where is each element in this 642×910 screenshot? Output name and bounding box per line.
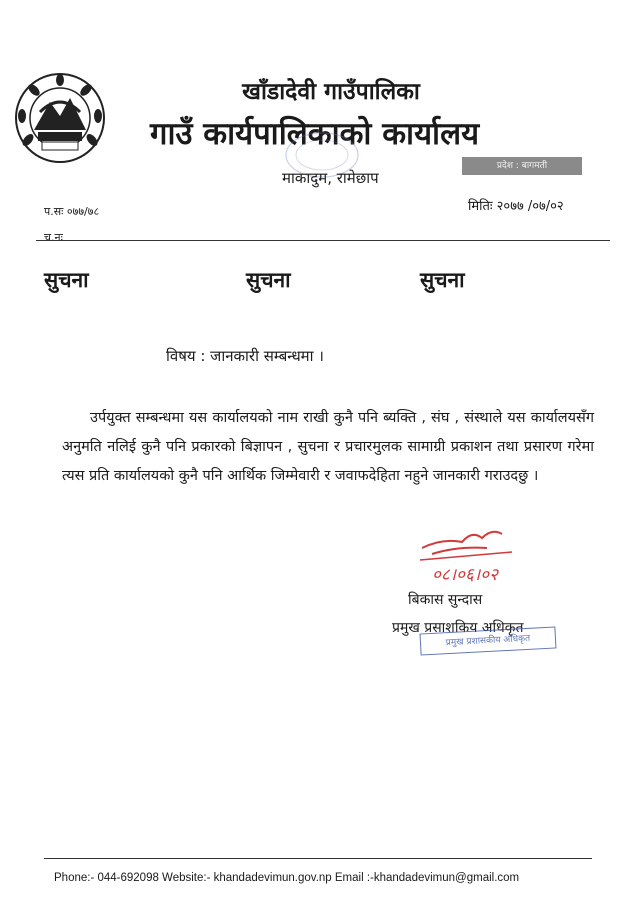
handwritten-signature [402, 520, 532, 588]
footer-contact: Phone:- 044-692098 Website:- khandadevimun.gov.np Email :-khandadevimun@gmail.com [54, 872, 520, 884]
signatory-name: बिकास सुन्दास [408, 592, 483, 608]
municipality-name: खाँडादेवी गाउँपालिका [242, 79, 420, 105]
letter-subject: विषय : जानकारी सम्बन्धमा । [166, 347, 324, 365]
office-name: गाउँ कार्यपालिकाको कार्यालय [150, 116, 480, 152]
letter-date: मितिः २०७७ /०७/०२ [468, 199, 564, 214]
office-address: माकादुम, रामेछाप [282, 169, 379, 187]
signatory-designation: प्रमुख प्रसाशकिय अधिकृत [392, 620, 524, 636]
dispatch-number: च.नः [44, 231, 63, 244]
letter-body: उर्पयुक्त सम्बन्धमा यस कार्यालयको नाम राखी कुनै पनि ब्यक्ति , संघ , संस्थाले यस कार्यालयसँग अनुमति नलिई कुनै पनि प्रकारको बिज्ञापन , सुचना र प्रचारमुलक सामाग्री प्रकाशन तथा प्रसारण गरेमा त्यस प्रति कार्यालयको कुनै पनि आर्थिक जिम्मेवारी र जवाफदेहिता नहुने जानकारी गराउदछु । [62, 410, 594, 484]
notice-heading-1: सुचना [44, 268, 89, 292]
official-stamp: प्रमुख प्रशासकीय अधिकृत [420, 626, 557, 655]
notice-heading-3: सुचना [420, 268, 465, 292]
notice-heading-2: सुचना [246, 268, 291, 292]
letter-number: प.सः ०७७/७८ [44, 205, 100, 218]
footer-divider [44, 858, 592, 859]
signature-date: ०८।०६।०२ [432, 565, 498, 585]
header-divider [36, 240, 610, 241]
province-badge: प्रदेश : बागमती [462, 157, 582, 175]
